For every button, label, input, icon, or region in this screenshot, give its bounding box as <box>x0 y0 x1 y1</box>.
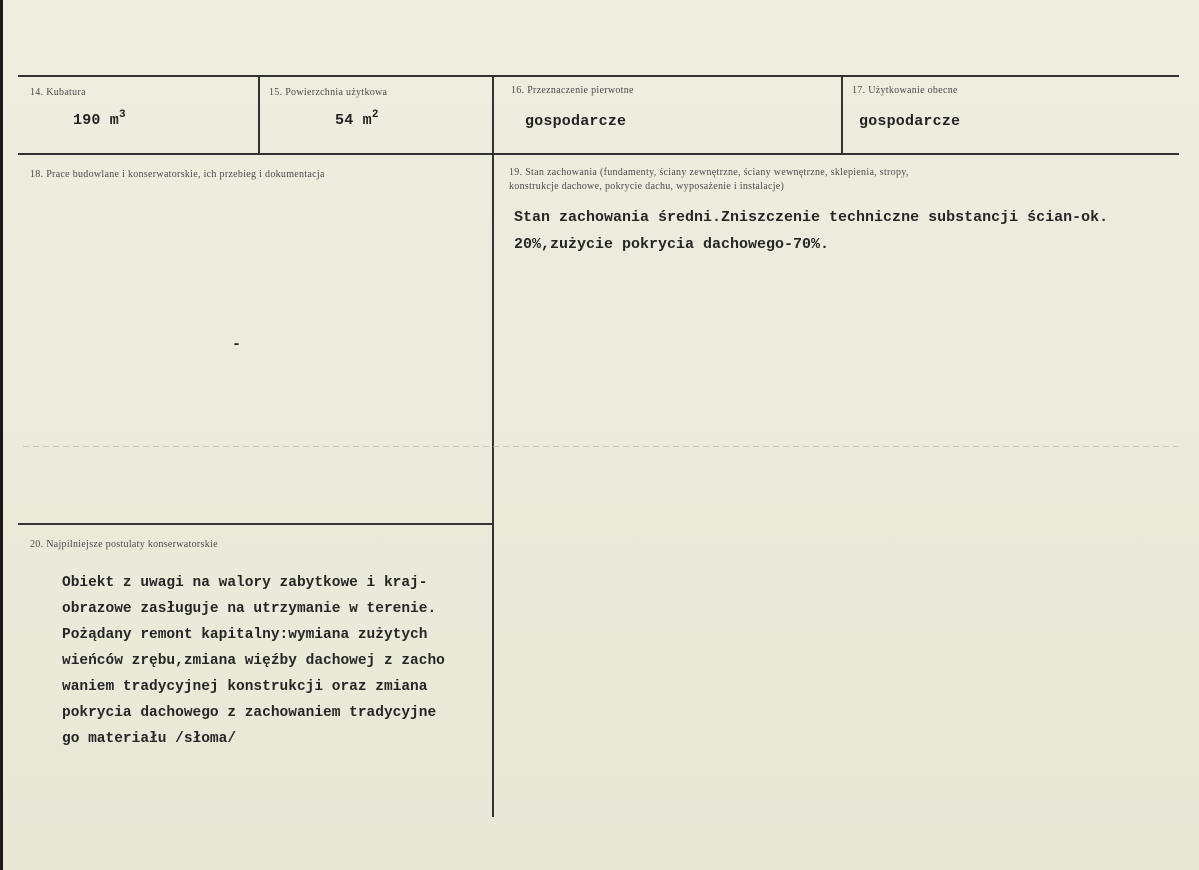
field-19-label-line-1: 19. Stan zachowania (fundamenty, ściany zewnętrzne, ściany wewnętrzne, sklepienia, stropy, <box>509 167 909 178</box>
field-20-line: wieńców zrębu,zmiana więźby dachowej z zacho <box>62 653 445 669</box>
field-18-value: - <box>232 336 242 353</box>
field-14-label: 14. Kubatura <box>30 87 86 98</box>
field-20-line: waniem tradycyjnej konstrukcji oraz zmiana <box>62 679 428 695</box>
field-20-line: Pożądany remont kapitalny:wymiana zużytych <box>62 627 428 643</box>
field-15-label: 15. Powierzchnia użytkowa <box>269 87 388 98</box>
field-19-label-line-2: konstrukcje dachowe, pokrycie dachu, wyposażenie i instalacje) <box>509 181 785 192</box>
header-row-bottom-rule <box>18 153 1179 155</box>
field-18-label: 18. Prace budowlane i konserwatorskie, ich przebieg i dokumentacja <box>30 169 325 180</box>
field-20-value <box>62 570 445 752</box>
field-14-value-exponent: 3 <box>119 109 126 121</box>
field-20-line: pokrycia dachowego z zachowaniem tradycyjne <box>62 705 437 721</box>
field-16-value: gospodarcze <box>525 113 627 130</box>
field-15-value <box>335 109 379 129</box>
top-rule <box>18 75 1179 77</box>
field-14-value-text: 190 m <box>73 112 120 129</box>
field-15-value-exponent: 2 <box>371 109 379 121</box>
divider-14-15 <box>258 75 260 153</box>
field-20-line: obrazowe zasługuje na utrzymanie w terenie. <box>62 601 437 617</box>
field-20-line: go materiału /słoma/ <box>62 731 237 747</box>
field-19-line: 20%,zużycie pokrycia dachowego-70%. <box>514 236 830 253</box>
field-19-value <box>514 204 1108 258</box>
section-18-bottom-rule <box>18 523 492 525</box>
field-17-label: 17. Użytkowanie obecne <box>852 85 958 96</box>
field-15-value-text: 54 m <box>335 112 372 129</box>
field-20-label: 20. Najpilniejsze postulaty konserwatorskie <box>30 539 218 550</box>
field-17-value: gospodarcze <box>859 113 961 130</box>
field-16-label: 16. Przeznaczenie pierwotne <box>511 85 634 96</box>
field-14-value <box>73 109 126 129</box>
field-20-line: Obiekt z uwagi na walory zabytkowe i kraj- <box>62 575 428 591</box>
show-through-line <box>23 446 1178 447</box>
divider-16-17 <box>841 75 843 153</box>
field-19-line: Stan zachowania średni.Zniszczenie techniczne substancji ścian-ok. <box>514 209 1109 226</box>
